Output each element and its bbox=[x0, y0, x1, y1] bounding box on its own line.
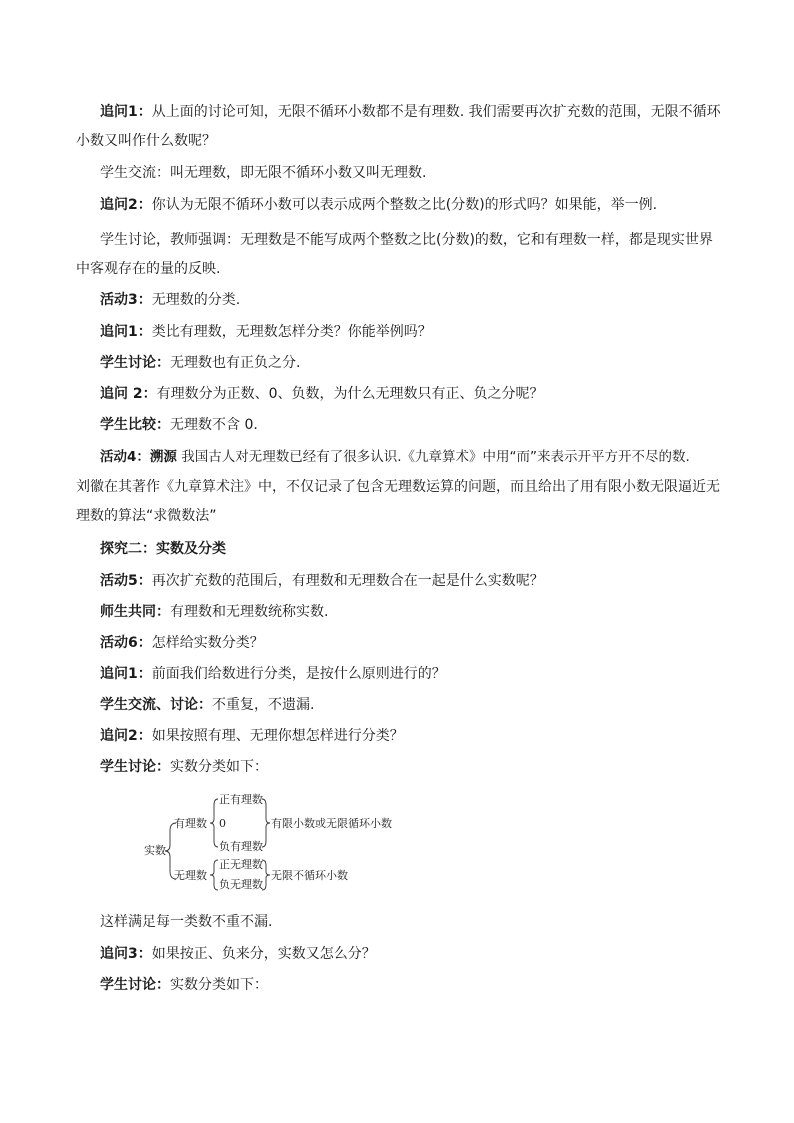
text: 小数又叫作什么数呢？ bbox=[76, 133, 216, 149]
text: 学生讨论，教师强调：无理数是不能写成两个整数之比(分数)的数，它和有理数一样，都是现实世界 bbox=[100, 232, 713, 248]
text: 如果按照有理、无理你想怎样进行分类？ bbox=[151, 728, 404, 744]
text: 这样满足每一类数不重不漏. bbox=[100, 914, 273, 930]
rational-right-brace bbox=[262, 799, 270, 847]
paragraph-discussion-cont bbox=[76, 255, 726, 284]
paragraph-followup-2c bbox=[100, 722, 700, 751]
irrational-brace bbox=[210, 860, 218, 890]
label: 师生共同： bbox=[100, 604, 170, 620]
paragraph-student-discussion-3 bbox=[100, 971, 700, 1000]
rational-note: 有限小数或无限循环小数 bbox=[271, 817, 392, 830]
paragraph-activity-5 bbox=[100, 567, 700, 596]
label: 追问2： bbox=[100, 728, 152, 744]
text: 有理数和无理数统称实数. bbox=[170, 604, 329, 620]
text: 探究二：实数及分类 bbox=[100, 541, 226, 557]
text: 你认为无限不循环小数可以表示成两个整数之比(分数)的形式吗？如果能，举一例. bbox=[151, 197, 658, 213]
label: 活动5： bbox=[100, 573, 152, 589]
paragraph-activity-4 bbox=[76, 443, 726, 472]
label: 学生比较： bbox=[100, 417, 170, 433]
zero-label: 0 bbox=[219, 817, 226, 830]
text: 再次扩充数的范围后，有理数和无理数合在一起是什么实数呢？ bbox=[151, 573, 544, 589]
paragraph-followup-1 bbox=[76, 98, 726, 127]
section-heading-explore-2 bbox=[100, 535, 700, 564]
paragraph-activity-4-cont1 bbox=[76, 473, 726, 502]
label: 追问2： bbox=[100, 197, 152, 213]
label: 追问1： bbox=[100, 104, 152, 120]
text: 无理数的分类. bbox=[151, 292, 241, 308]
label: 学生讨论： bbox=[100, 355, 170, 371]
text: 中客观存在的量的反映. bbox=[76, 261, 221, 277]
paragraph-discussion bbox=[76, 226, 726, 255]
label: 学生讨论： bbox=[100, 977, 170, 993]
label: 追问1： bbox=[100, 666, 152, 682]
label: 活动4：溯源 bbox=[100, 449, 177, 465]
text: 有理数分为正数、0、负数，为什么无理数只有正、负之分呢？ bbox=[156, 386, 544, 402]
paragraph-student-exchange bbox=[100, 159, 700, 188]
text: 无理数不含 0. bbox=[170, 417, 258, 433]
neg-irrational-label: 负无理数 bbox=[219, 878, 263, 891]
text: 理数的算法“求微数法” bbox=[76, 508, 217, 524]
root-label: 实数 bbox=[144, 844, 166, 857]
paragraph-followup-1-cont bbox=[76, 127, 726, 156]
irrational-note: 无限不循环小数 bbox=[271, 869, 348, 882]
label: 学生交流、讨论： bbox=[100, 697, 212, 713]
irrational-label: 无理数 bbox=[174, 869, 207, 882]
classification-diagram bbox=[140, 793, 440, 893]
paragraph-activity-4-cont2 bbox=[76, 502, 726, 531]
text: 类比有理数，无理数怎样分类？你能举例吗？ bbox=[151, 324, 432, 340]
text: 怎样给实数分类？ bbox=[151, 635, 264, 651]
pos-irrational-label: 正无理数 bbox=[219, 858, 263, 871]
rational-brace bbox=[210, 799, 218, 847]
text: 实数分类如下： bbox=[170, 759, 268, 775]
paragraph-conclusion bbox=[100, 908, 700, 937]
paragraph-followup-1b bbox=[100, 318, 700, 347]
text: 学生交流：叫无理数，即无限不循环小数又叫无理数. bbox=[100, 165, 427, 181]
pos-rational-label: 正有理数 bbox=[219, 793, 263, 806]
text: 实数分类如下： bbox=[170, 977, 268, 993]
text: 不重复，不遗漏. bbox=[212, 697, 315, 713]
paragraph-student-compare bbox=[100, 411, 700, 440]
paragraph-activity-3 bbox=[100, 286, 700, 315]
rational-label: 有理数 bbox=[174, 817, 207, 830]
text: 无理数也有正负之分. bbox=[170, 355, 301, 371]
irrational-right-brace bbox=[262, 860, 270, 890]
paragraph-followup-1c bbox=[100, 660, 700, 689]
paragraph-followup-3 bbox=[100, 940, 700, 969]
label: 追问3： bbox=[100, 946, 152, 962]
paragraph-student-exchange-2 bbox=[100, 691, 700, 720]
paragraph-student-discussion bbox=[100, 349, 700, 378]
text: 如果按正、负来分，实数又怎么分？ bbox=[151, 946, 376, 962]
label: 活动6： bbox=[100, 635, 152, 651]
label: 追问 2： bbox=[100, 386, 157, 402]
paragraph-activity-6 bbox=[100, 629, 700, 658]
paragraph-student-discussion-2 bbox=[100, 753, 700, 782]
text: 从上面的讨论可知，无限不循环小数都不是有理数. 我们需要再次扩充数的范围，无限不循环 bbox=[151, 104, 721, 120]
paragraph-followup-2b bbox=[100, 380, 700, 409]
neg-rational-label: 负有理数 bbox=[219, 840, 263, 853]
label: 活动3： bbox=[100, 292, 152, 308]
label: 追问1： bbox=[100, 324, 152, 340]
paragraph-teacher-student bbox=[100, 598, 700, 627]
paragraph-followup-2 bbox=[100, 191, 720, 220]
text: 我国古人对无理数已经有了很多认识.《九章算术》中用“而”来表示开平方开不尽的数. bbox=[181, 449, 690, 465]
text: 刘徽在其著作《九章算术注》中，不仅记录了包含无理数运算的问题，而且给出了用有限小数无限逼近无 bbox=[76, 479, 720, 495]
label: 学生讨论： bbox=[100, 759, 170, 775]
text: 前面我们给数进行分类，是按什么原则进行的？ bbox=[151, 666, 446, 682]
